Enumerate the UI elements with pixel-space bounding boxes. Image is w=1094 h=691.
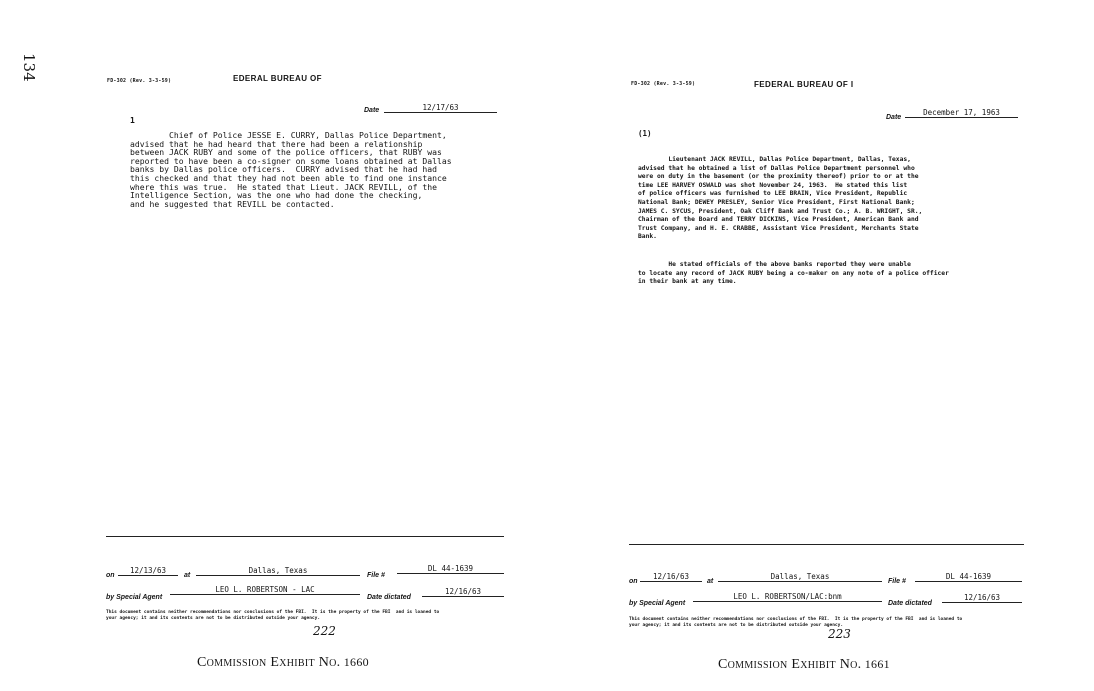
right-page-marker: (1) — [638, 129, 652, 138]
right-exhibit-caption — [718, 657, 890, 673]
left-exhibit-number: 1660 — [343, 655, 369, 669]
right-body-text: Lieutenant JACK REVILL, Dallas Police Department, Dallas, Texas, advised that he obtained a list of Dallas Police Department personnel who were on duty in the basement (or the proximity thereof) prior to or at the time LEE HARVEY OSWALD was shot November 24, 1963. He stated this list of police officers was furnished to LEE BRAIN, Vice President, Republic National Bank; DEWEY PRESLEY, Senior Vice President, First National Bank; JAMES C. SYCUS, President, Oak Cliff Bank and Trust Co.; A. B. WRIGHT, SR., Chairman of the Board and TERRY DICKINS, Vice President, American Bank and Trust Company, and H. E. CRABBE, Assistant Vice President, Merchants State Bank. — [638, 156, 923, 241]
right-file-value: DL 44-1639 — [915, 572, 1022, 582]
left-form-number: FD-302 (Rev. 3-3-59) — [107, 78, 172, 84]
right-footer-note: This document contains neither recommendations nor conclusions of the FBI. It is the property of the FBI and is loaned to your agency; it and its contents are not to be distributed outside your agency. — [629, 617, 963, 628]
left-on-label: on — [106, 572, 115, 579]
left-agent-label: by Special Agent — [106, 594, 163, 601]
right-on-label: on — [629, 578, 638, 585]
left-agent-value: LEO L. ROBERTSON - LAC — [170, 585, 360, 595]
left-body-text: Chief of Police JESSE E. CURRY, Dallas Police Department, advised that he had heard that there had been a relationship between JACK RUBY and some of the police officers, that RUBY was reported to have been a co-signer on some loans obtained at Dallas banks by Dallas police officers. CURRY advised that he had had this checked and that they had not been able to find one instance where this was true. He stated that Lieut. JACK REVILL, of the Intelligence Section, was the one who had done the checking, and he suggested that REVILL be contacted. — [130, 130, 452, 209]
left-exhibit-caption — [197, 655, 369, 671]
right-exhibit-prefix: Commission Exhibit No. — [718, 657, 862, 672]
right-date-value: December 17, 1963 — [905, 108, 1018, 118]
right-body-text-2: He stated officials of the above banks reported they were unable to locate any record of JACK RUBY being a co-maker on any note of a police officer in their bank at any time. — [638, 261, 949, 286]
left-file-value: DL 44-1639 — [397, 564, 504, 574]
right-form-number: FD-302 (Rev. 3-3-59) — [631, 81, 696, 87]
right-dictated-label: Date dictated — [888, 600, 932, 607]
right-divider-line — [629, 544, 1024, 545]
right-on-value: 12/16/63 — [640, 572, 702, 582]
left-exhibit-prefix: Commission Exhibit No. — [197, 655, 341, 670]
right-exhibit-number: 1661 — [864, 657, 890, 671]
right-bureau-header: FEDERAL BUREAU OF I — [754, 80, 854, 89]
left-date-label: Date — [364, 107, 380, 114]
right-at-value: Dallas, Texas — [718, 572, 882, 582]
left-file-label: File # — [367, 572, 385, 579]
right-handwritten-number: 223 — [828, 627, 851, 641]
right-file-label: File # — [888, 578, 906, 585]
left-page-marker: 1 — [130, 116, 135, 125]
left-date-value: 12/17/63 — [384, 103, 497, 113]
left-dictated-value: 12/16/63 — [422, 587, 504, 597]
right-agent-value: LEO L. ROBERTSON/LAC:bnm — [693, 592, 882, 602]
left-bureau-header: EDERAL BUREAU OF — [233, 74, 322, 83]
left-footer-note: This document contains neither recommendations nor conclusions of the FBI. It is the property of the FBI and is loaned to your agency; it and its contents are not to be distributed outside your agency. — [106, 610, 440, 621]
right-dictated-value: 12/16/63 — [942, 593, 1022, 603]
right-agent-label: by Special Agent — [629, 600, 686, 607]
left-handwritten-number: 222 — [313, 624, 336, 638]
left-on-value: 12/13/63 — [118, 566, 178, 576]
right-at-label: at — [707, 578, 714, 585]
right-date-label: Date — [886, 114, 902, 121]
left-divider-line — [106, 536, 504, 537]
left-at-label: at — [184, 572, 191, 579]
left-at-value: Dallas, Texas — [196, 566, 360, 576]
page-number: 134 — [20, 53, 38, 82]
left-dictated-label: Date dictated — [367, 594, 411, 601]
